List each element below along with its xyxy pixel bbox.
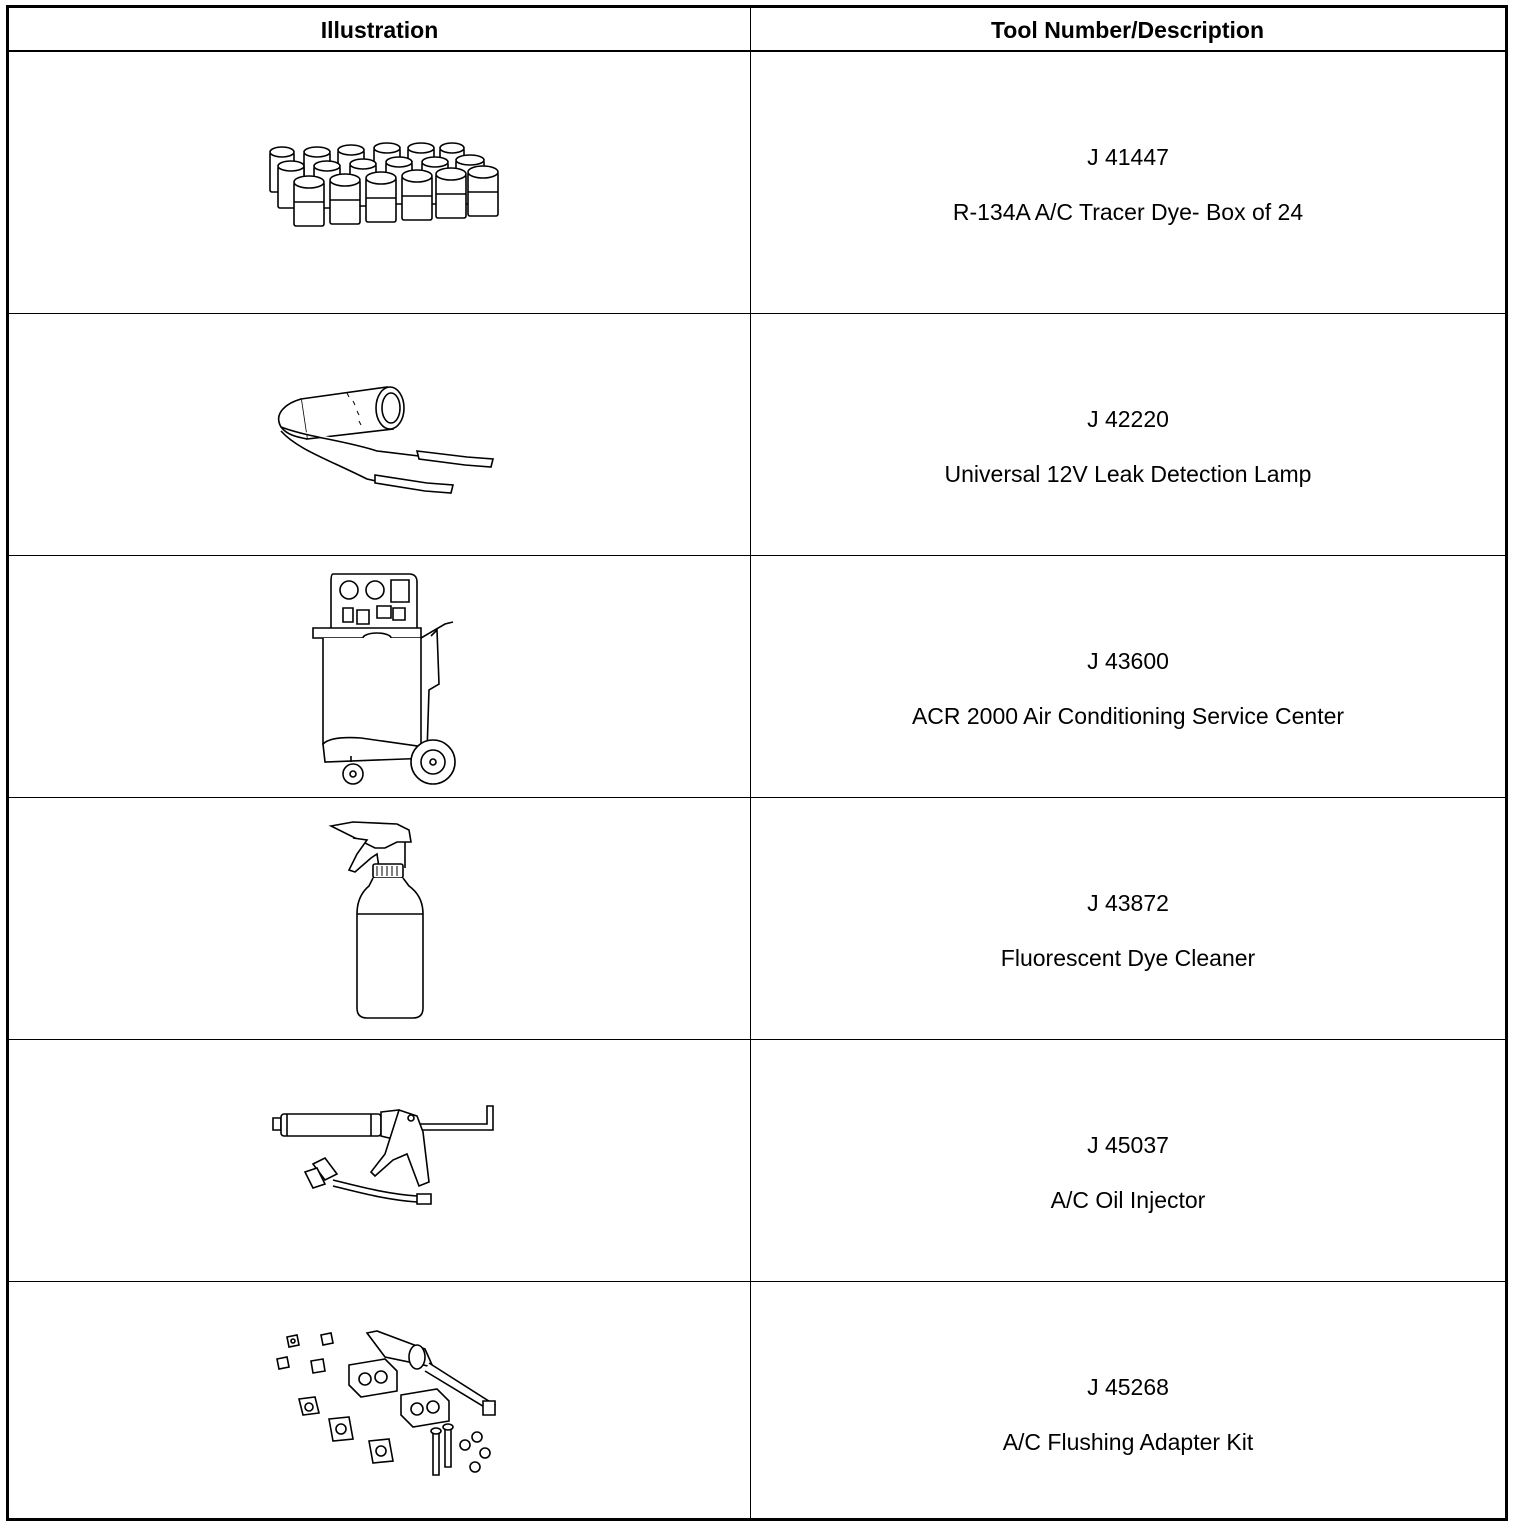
tool-table — [6, 5, 1508, 1521]
leak-lamp-icon — [267, 379, 507, 494]
service-cart-icon — [301, 566, 471, 791]
tool-cell — [751, 1282, 1505, 1518]
tool-description: Universal 12V Leak Detection Lamp — [944, 461, 1312, 487]
tool-cell — [751, 1040, 1505, 1281]
tool-number: J 45037 — [1087, 1132, 1169, 1158]
spray-bottle-icon — [327, 818, 427, 1023]
adapter-kit-icon — [265, 1327, 505, 1482]
tool-description: R-134A A/C Tracer Dye- Box of 24 — [952, 199, 1304, 225]
illustration-cell — [9, 798, 750, 1039]
table-row — [9, 556, 1505, 798]
oil-injector-icon — [267, 1102, 499, 1217]
illustration-cell — [9, 1282, 750, 1518]
table-row — [9, 798, 1505, 1040]
tool-cell — [751, 314, 1505, 555]
table-row — [9, 1040, 1505, 1282]
table-header — [9, 8, 1505, 52]
tool-number: J 43600 — [1087, 648, 1169, 674]
tool-number: J 45268 — [1087, 1374, 1169, 1400]
tool-number: J 42220 — [1087, 406, 1169, 432]
illustration-cell — [9, 52, 750, 313]
tool-description: ACR 2000 Air Conditioning Service Center — [911, 703, 1345, 729]
tool-cell — [751, 556, 1505, 797]
tool-number: J 43872 — [1087, 890, 1169, 916]
header-tool-number: Tool Number/Description — [990, 17, 1265, 43]
tool-description: Fluorescent Dye Cleaner — [1000, 945, 1256, 971]
illustration-cell — [9, 314, 750, 555]
tool-description: A/C Flushing Adapter Kit — [1002, 1429, 1254, 1455]
tool-cell — [751, 798, 1505, 1039]
illustration-cell — [9, 556, 750, 797]
illustration-cell — [9, 1040, 750, 1281]
header-illustration: Illustration — [320, 17, 439, 43]
tool-description: A/C Oil Injector — [1050, 1187, 1206, 1213]
dye-bottles-icon — [264, 122, 504, 232]
table-row — [9, 314, 1505, 556]
table-row — [9, 1282, 1505, 1518]
tool-cell — [751, 52, 1505, 313]
table-row — [9, 52, 1505, 314]
tool-number: J 41447 — [1087, 144, 1169, 170]
